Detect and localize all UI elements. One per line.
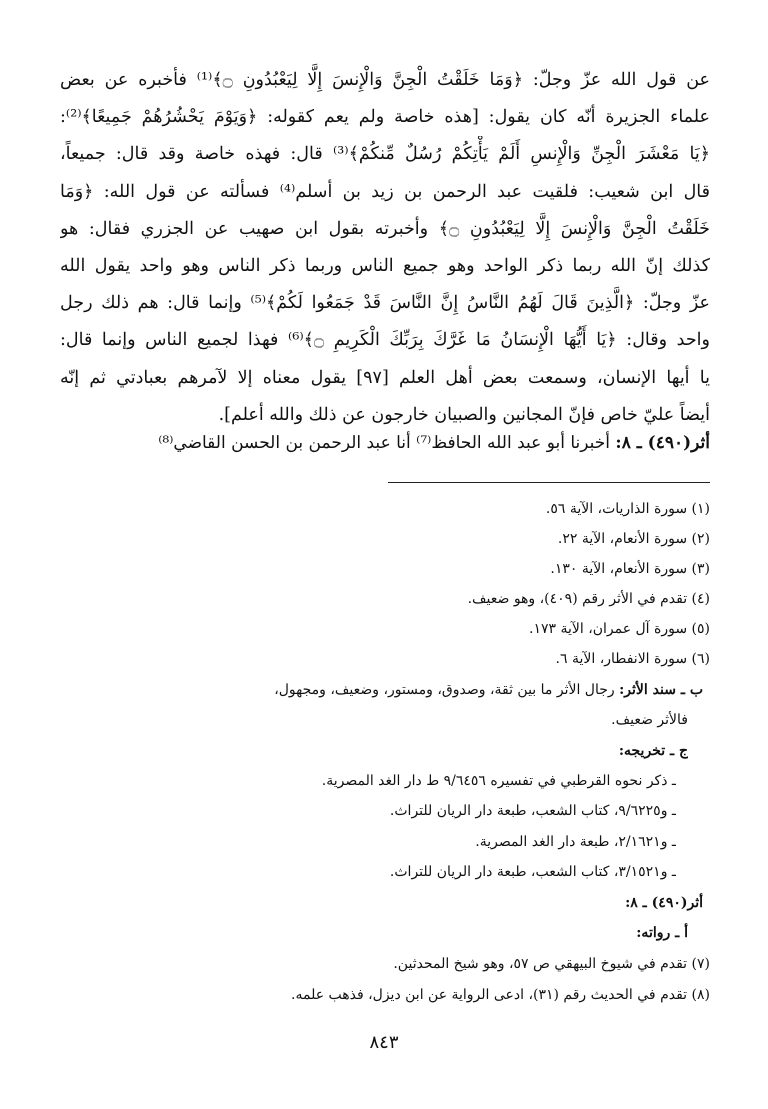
text-line-4: قال ابن شعيب: فلقيت عبد الرحمن بن زيد بن أسلم⁽⁴⁾ فسألته عن قول الله: ﴿وَمَا	[60, 181, 710, 202]
takhrij-item-3: ـ و٢/١٦٢١، طبعة دار الغد المصرية.	[475, 834, 676, 850]
text-line-1: عن قول الله عزّ وجلّ: ﴿وَمَا خَلَقْتُ الْجِنَّ وَالْإِنسَ إِلَّا لِيَعْبُدُونِ ۝﴾⁽¹⁾ فأخبره عن بعض	[60, 70, 710, 90]
takhrij-heading	[60, 736, 688, 766]
page-number: ٨٤٣	[369, 1032, 399, 1053]
takhrij-item-2: ـ و٩/٦٢٢٥، كتاب الشعب، طبعة دار الريان للتراث.	[389, 803, 676, 819]
text-line-9: يا أيها الإنسان، وسمعت بعض أهل العلم [٩٧] يقول معناه إلا لآمرهم بعبادتي ثم إنّه	[60, 367, 710, 388]
footnote-6: (٦) سورة الانفطار، الآية ٦.	[555, 651, 710, 667]
ruwat-label: أ ـ رواته:	[636, 925, 688, 941]
sanad-line	[60, 675, 703, 705]
takhrij-item-4: ـ و٣/١٥٢١، كتاب الشعب، طبعة دار الريان للتراث.	[389, 864, 676, 880]
footnote-1: (١) سورة الذاريات، الآية ٥٦.	[545, 501, 710, 517]
athar-heading-text: أخبرنا أبو عبد الله الحافظ⁽⁷⁾ أنا عبد الرحمن بن الحسن القاضي⁽⁸⁾	[158, 433, 616, 453]
athar-heading	[60, 425, 710, 461]
main-text-block	[60, 62, 710, 434]
ruwat-heading	[60, 918, 688, 948]
footnote-2: (٢) سورة الأنعام، الآية ٢٢.	[557, 531, 710, 547]
text-line-6: كذلك إنّ الله ربما ذكر الواحد وهو جميع الناس وربما ذكر الناس وهو واحد يقول الله	[60, 255, 710, 276]
text-line-3: ﴿يَا مَعْشَرَ الْجِنِّ وَالْإِنسِ أَلَمْ يَأْتِكُمْ رُسُلٌ مِّنكُمْ﴾⁽³⁾ قال: فهذه خاصة وقد قال: جميعاً،	[60, 144, 710, 165]
footnote-8: (٨) تقدم في الحديث رقم (٣١)، ادعى الرواية عن ابن ديزل، فذهب علمه.	[291, 987, 710, 1003]
text-line-10: أيضاً عليّ خاص فإنّ المجانين والصبيان خارجون عن ذلك والله أعلم].	[218, 404, 710, 425]
footnote-3: (٣) سورة الأنعام، الآية ١٣٠.	[550, 561, 710, 577]
text-line-8: واحد وقال: ﴿يَا أَيُّهَا الْإِنسَانُ مَا غَرَّكَ بِرَبِّكَ الْكَرِيمِ ۝﴾⁽⁶⁾ فهذا لجميع الناس وإنما قال:	[60, 330, 710, 351]
text-line-5: خَلَقْتُ الْجِنَّ وَالْإِنسَ إِلَّا لِيَعْبُدُونِ ۝﴾ وأخبرته بقول ابن صهيب عن الجزري فقال: هو	[60, 218, 710, 239]
footnote-divider	[388, 482, 710, 483]
text-line-7: عزّ وجلّ: ﴿الَّذِينَ قَالَ لَهُمُ النَّاسُ إِنَّ النَّاسَ قَدْ جَمَعُوا لَكُمْ﴾⁽⁵⁾ وإنما قال: هم ذلك رجل	[60, 293, 710, 314]
sanad-label: ب ـ سند الأثر:	[619, 682, 703, 698]
footnote-7: (٧) تقدم في شيوخ البيهقي ص ٥٧، وهو شيخ المحدثين.	[393, 956, 710, 972]
athar-heading-label: أثر(٤٩٠) ـ ٨:	[615, 433, 710, 453]
sanad-text: رجال الأثر ما بين ثقة، وصدوق، ومستور، وضعيف، ومجهول،	[274, 682, 620, 698]
footnote-5: (٥) سورة آل عمران، الآية ١٧٣.	[529, 621, 710, 637]
athar2-label: أثر(٤٩٠) ـ ٨:	[625, 895, 703, 911]
text-line-2: علماء الجزيرة أنّه كان يقول: [هذه خاصة ولم يعم كقوله: ﴿وَيَوْمَ يَحْشُرُهُمْ جَمِيعًا﴾⁽²⁾:	[60, 107, 710, 128]
takhrij-label: ج ـ تخريجه:	[618, 743, 688, 759]
footnote-4: (٤) تقدم في الأثر رقم (٤٠٩)، وهو ضعيف.	[467, 591, 710, 607]
athar2-heading	[60, 888, 703, 918]
sanad-continuation: فالأثر ضعيف.	[611, 712, 688, 728]
takhrij-item-1: ـ ذكر نحوه القرطبي في تفسيره ٩/٦٤٥٦ ط دار الغد المصرية.	[321, 773, 676, 789]
